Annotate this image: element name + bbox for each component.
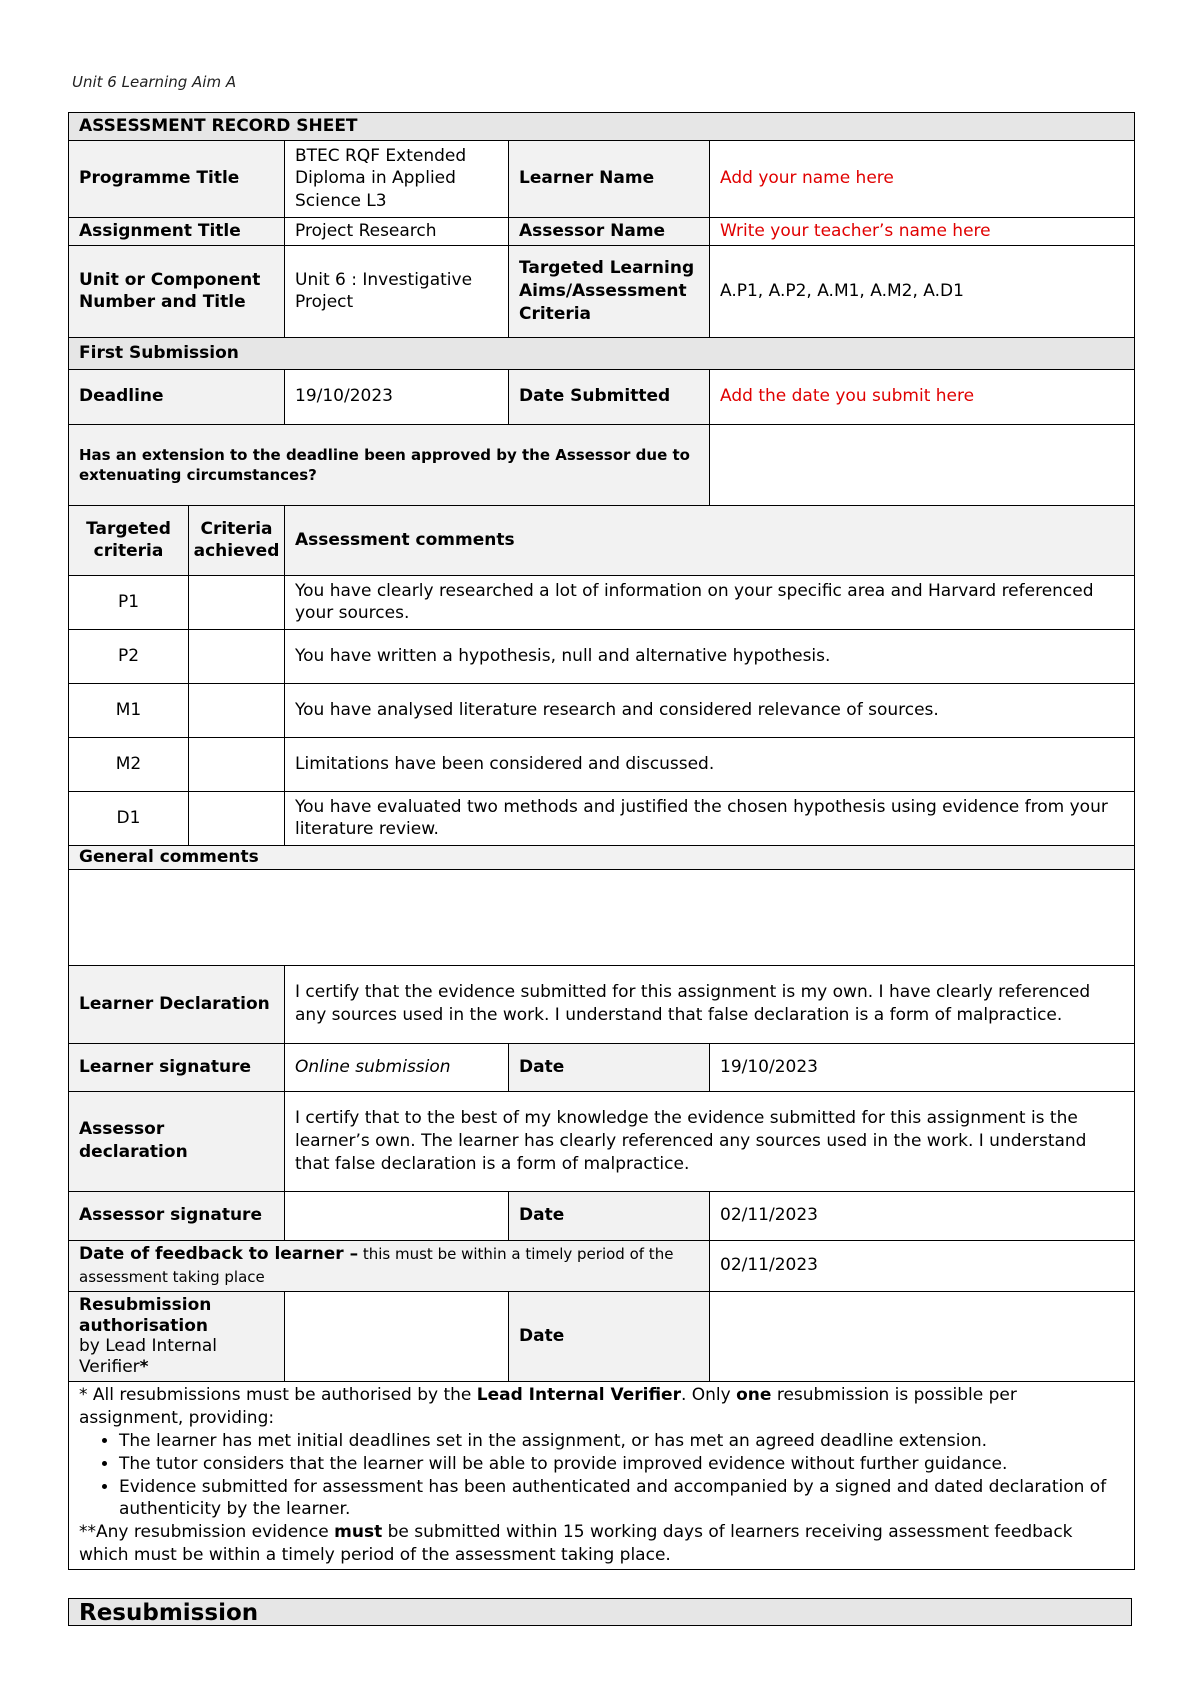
first-submission-heading: First Submission (69, 337, 1135, 369)
programme-title-label: Programme Title (69, 140, 285, 217)
learner-name-field[interactable]: Add your name here (710, 140, 1135, 217)
assessor-signature-field[interactable] (285, 1191, 509, 1240)
general-comments-label: General comments (69, 845, 1135, 869)
programme-title-value[interactable]: BTEC RQF Extended Diploma in Applied Science L3 (285, 140, 509, 217)
targeted-criteria-label: Targeted Learning Aims/Assessment Criteria (509, 245, 710, 337)
assignment-title-label: Assignment Title (69, 217, 285, 245)
criteria-row (69, 683, 1135, 737)
unit-value[interactable]: Unit 6 : Investigative Project (285, 245, 509, 337)
resubmission-auth-title: Resubmission authorisation (79, 1295, 212, 1336)
assignment-title-value[interactable]: Project Research (285, 217, 509, 245)
feedback-date-label (69, 1240, 710, 1291)
col-criteria-achieved: Criteria achieved (189, 505, 285, 575)
page-header-note: Unit 6 Learning Aim A (72, 73, 237, 91)
notes-intro-text: . Only (680, 1384, 737, 1405)
criterion-code: P1 (69, 575, 189, 629)
targeted-criteria-value[interactable]: A.P1, A.P2, A.M1, A.M2, A.D1 (710, 245, 1135, 337)
notes-intro-verifier: Lead Internal Verifier (476, 1384, 681, 1405)
notes-bullet-list (79, 1430, 1124, 1522)
general-comments-field[interactable] (69, 869, 1135, 965)
notes-footer (79, 1521, 1124, 1567)
learner-declaration-label: Learner Declaration (69, 965, 285, 1043)
resubmission-date-field[interactable] (710, 1291, 1135, 1381)
notes-footer-text: be submitted within 15 working days of learners receiving assessment feedback which must be within a timely period of the assessment taking place. (79, 1522, 1073, 1566)
criterion-achieved-field[interactable] (189, 791, 285, 845)
date-submitted-field[interactable]: Add the date you submit here (710, 369, 1135, 424)
criterion-comment[interactable]: You have evaluated two methods and justified the chosen hypothesis using evidence from your literature review. (285, 791, 1135, 845)
resubmission-authorisation-field[interactable] (285, 1291, 509, 1381)
assessor-name-label: Assessor Name (509, 217, 710, 245)
learner-declaration-text: I certify that the evidence submitted for this assignment is my own. I have clearly referenced any sources used in the work. I understand that false declaration is a form of malpractice. (285, 965, 1135, 1043)
criteria-row (69, 575, 1135, 629)
feedback-label-note: this must be within a timely period of the assessment taking place (79, 1244, 674, 1286)
assessor-declaration-label: Assessor declaration (69, 1091, 285, 1191)
notes-footer-must: must (334, 1522, 383, 1543)
learner-date-label: Date (509, 1043, 710, 1091)
date-submitted-label: Date Submitted (509, 369, 710, 424)
resubmission-auth-by: by Lead Internal Verifier (79, 1336, 218, 1377)
criterion-code: M1 (69, 683, 189, 737)
resubmission-notes (69, 1381, 1135, 1570)
col-assessment-comments: Assessment comments (285, 505, 1135, 575)
sheet-title: ASSESSMENT RECORD SHEET (69, 113, 1135, 141)
notes-footer-text: **Any resubmission evidence (79, 1522, 335, 1543)
notes-intro (79, 1384, 1124, 1430)
feedback-label-bold: Date of feedback to learner – (79, 1243, 359, 1264)
assessor-signature-label: Assessor signature (69, 1191, 285, 1240)
learner-signature-field[interactable]: Online submission (285, 1043, 509, 1091)
resubmission-heading: Resubmission (68, 1598, 1132, 1626)
learner-signature-label: Learner signature (69, 1043, 285, 1091)
deadline-value[interactable]: 19/10/2023 (285, 369, 509, 424)
extension-question: Has an extension to the deadline been approved by the Assessor due to extenuating circumstances? (69, 424, 710, 505)
col-targeted-criteria: Targeted criteria (69, 505, 189, 575)
assessor-date-field[interactable]: 02/11/2023 (710, 1191, 1135, 1240)
deadline-label: Deadline (69, 369, 285, 424)
resubmission-authorisation-label (69, 1291, 285, 1381)
extension-answer-field[interactable] (710, 424, 1135, 505)
resubmission-date-label: Date (509, 1291, 710, 1381)
criterion-code: M2 (69, 737, 189, 791)
assessor-date-label: Date (509, 1191, 710, 1240)
criterion-code: P2 (69, 629, 189, 683)
assessment-record-table (68, 112, 1135, 1570)
criterion-code: D1 (69, 791, 189, 845)
learner-date-field[interactable]: 19/10/2023 (710, 1043, 1135, 1091)
criterion-comment[interactable]: You have analysed literature research and considered relevance of sources. (285, 683, 1135, 737)
notes-bullet: • Evidence submitted for assessment has been authenticated and accompanied by a signed and dated declaration of authenticity by the learner. (119, 1476, 1124, 1522)
criterion-comment[interactable]: Limitations have been considered and discussed. (285, 737, 1135, 791)
notes-intro-one: one (736, 1384, 772, 1405)
notes-bullet: • The tutor considers that the learner will be able to provide improved evidence without further guidance. (119, 1453, 1124, 1476)
criterion-comment[interactable]: You have written a hypothesis, null and alternative hypothesis. (285, 629, 1135, 683)
criterion-achieved-field[interactable] (189, 737, 285, 791)
criteria-row (69, 791, 1135, 845)
notes-intro-text: * All resubmissions must be authorised by the (79, 1384, 477, 1405)
criteria-row (69, 737, 1135, 791)
criterion-comment[interactable]: You have clearly researched a lot of information on your specific area and Harvard referenced your sources. (285, 575, 1135, 629)
learner-name-label: Learner Name (509, 140, 710, 217)
notes-bullet: • The learner has met initial deadlines set in the assignment, or has met an agreed deadline extension. (119, 1430, 1124, 1453)
criteria-row (69, 629, 1135, 683)
notes-intro-text: resubmission is possible per assignment, providing: (79, 1384, 1017, 1428)
criterion-achieved-field[interactable] (189, 629, 285, 683)
resubmission-auth-star: * (139, 1356, 149, 1377)
criterion-achieved-field[interactable] (189, 575, 285, 629)
unit-label: Unit or Component Number and Title (69, 245, 285, 337)
assessor-name-field[interactable]: Write your teacher’s name here (710, 217, 1135, 245)
feedback-date-field[interactable]: 02/11/2023 (710, 1240, 1135, 1291)
criterion-achieved-field[interactable] (189, 683, 285, 737)
assessor-declaration-text: I certify that to the best of my knowledge the evidence submitted for this assignment is the learner’s own. The learner has clearly referenced any sources used in the work. I understand that false declaration is a form of malpractice. (285, 1091, 1135, 1191)
